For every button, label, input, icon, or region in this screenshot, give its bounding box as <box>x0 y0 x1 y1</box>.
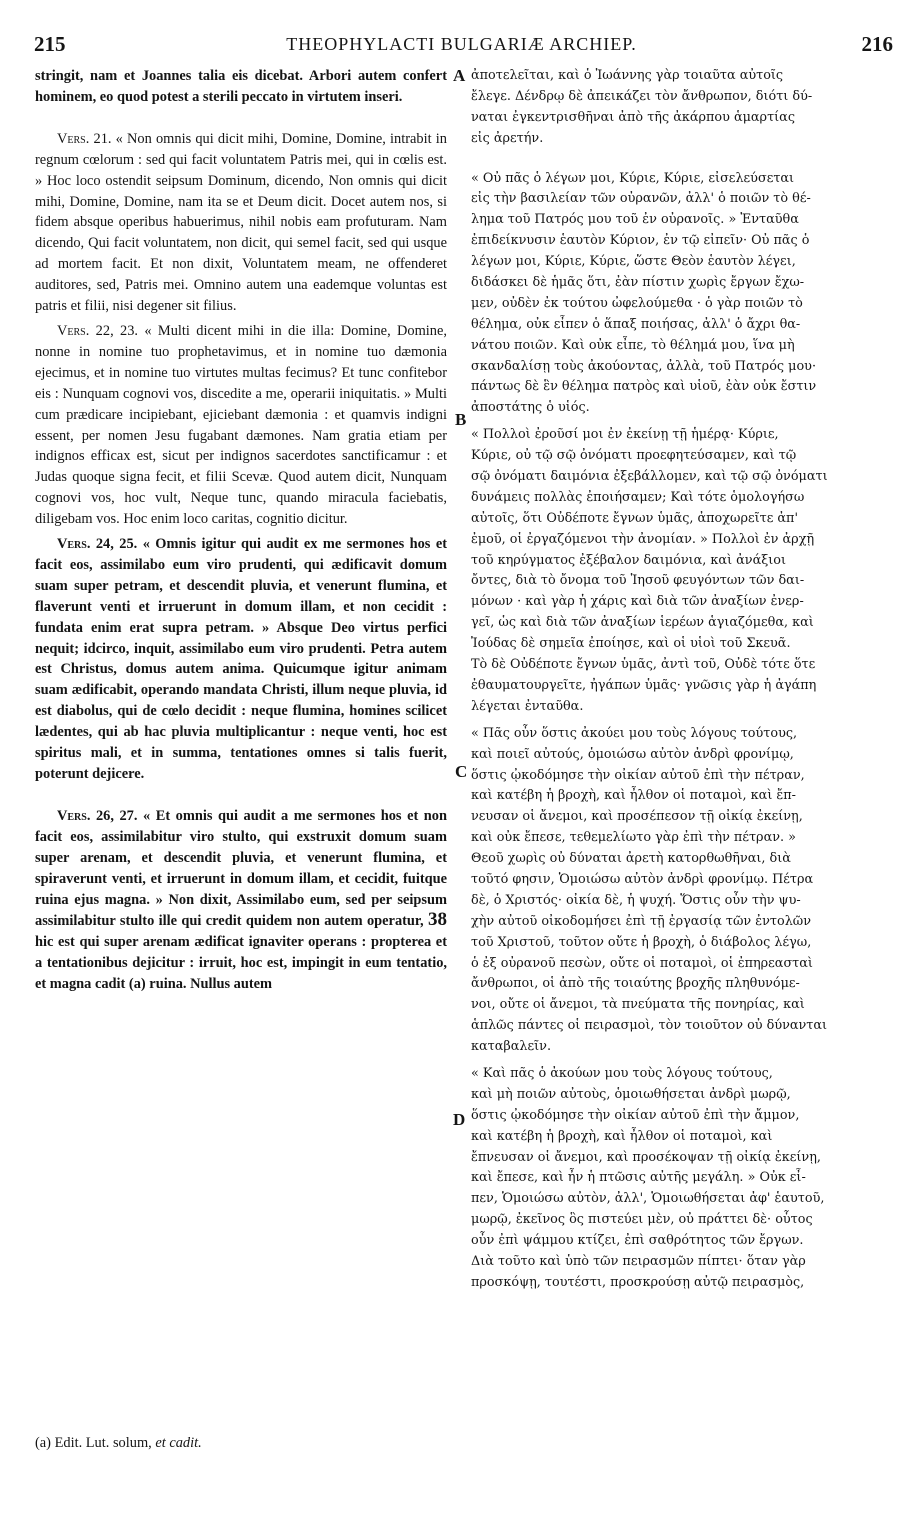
greek-line: λημα τοῦ Πατρός μου τοῦ ἐν οὐρανοῖς. » Ἐνταῦθα <box>471 212 799 228</box>
greek-line: Ἰούδας δὲ σημεῖα ἐποίησε, καὶ οἱ υἱοὶ τοῦ Σκευᾶ. <box>471 636 791 652</box>
margin-marker-b: B <box>455 410 467 429</box>
greek-line: Θεοῦ χωρὶς οὐ δύναται ἀρετὴ κατορθωθῆναι, διὰ <box>471 851 791 867</box>
footnote <box>35 1435 202 1452</box>
greek-line: μόνων · καὶ γὰρ ἡ χάρις καὶ διὰ τῶν ἀναξίων ἐνερ- <box>471 594 804 610</box>
greek-line: καταβαλεῖν. <box>471 1039 552 1055</box>
greek-line: νευσαν οἱ ἄνεμοι, καὶ προσέπεσον τῇ οἰκίᾳ ἐκείνῃ, <box>471 809 803 825</box>
margin-marker-c: C <box>455 762 468 781</box>
greek-line: μωρῷ, ἐκεῖνος ὃς πιστεύει μὲν, οὐ πράττει δὲ· οὗτος <box>471 1212 813 1228</box>
greek-line: « Πολλοὶ ἐροῦσί μοι ἐν ἐκείνῃ τῇ ἡμέρᾳ· Κύριε, <box>471 427 779 443</box>
greek-line: ἀποστάτης ὁ υἱός. <box>471 400 590 416</box>
greek-line: πάντως δὲ ἓν θέλημα πατρὸς καὶ υἱοῦ, ἐὰν οὐκ ἔστιν <box>471 379 817 395</box>
column-number: 38 <box>428 909 447 931</box>
greek-line: ἐπιδείκνυσιν ἑαυτὸν Κύριον, ἐν τῷ εἰπεῖν· Οὐ πᾶς ὁ <box>471 233 810 249</box>
greek-line: λέγεται ἐνταῦθα. <box>471 698 584 714</box>
verse-text: hic est qui super arenam ædificat ignaviter operans : propterea et a tentationibus dejicitur : irruit, hoc est, impingit in eum tentatio, et magna cadit (a) ruina. Nullus autem <box>35 934 447 993</box>
verse-label: Vers. 21. <box>57 130 112 147</box>
footnote-emphasis: et cadit. <box>155 1435 202 1451</box>
verse-text: « Multi dicent mihi in die illa: Domine, Domine, nonne in nomine tuo prophetavimus, et in nomine tuo dæmonia ejecimus, et in nomine tuo virtutes multas fecimus? Et tunc confitebor eis : Nunquam cognovi vos, discedite a me, operarii iniquitatis. » Multi cum prædicare incipiebant, ejiciebant dæmonia : et quamvis indigni essent, per nomen Jesu fugabant dæmones. Nam gratia etiam per indignos efficax est, sicut per indignos sacerdotes sanctificamur : et Judas quoque signa fecit, et filii Scevæ. Quod autem dicit, Nunquam cognovi vos, hoc vult, Neque tunc, quando miracula faciebatis, diligebam vos. Hoc enim loco caritas, cognitio dicitur. <box>35 322 447 528</box>
verse-label: Vers. 24, 25. <box>57 536 138 553</box>
latin-column <box>35 66 447 995</box>
greek-line: ναται ἐγκεντρισθῆναι ἀπὸ τῆς ἀκάρπου ἁμαρτίας <box>471 109 795 125</box>
greek-line: καὶ ποιεῖ αὐτούς, ὁμοιώσω αὐτὸν ἀνδρὶ φρονίμῳ, <box>471 746 794 762</box>
greek-line: ἄνθρωποι, οἱ ἀπὸ τῆς τοιαύτης βροχῆς πληθυνόμε- <box>471 976 800 992</box>
greek-line: εἰς ἀρετήν. <box>471 130 544 146</box>
verse-text: « Non omnis qui dicit mihi, Domine, Domine, intrabit in regnum cœlorum : sed qui facit voluntatem Patris mei, qui in cœlis est. » Hoc loco ostendit seipsum Dominum, dicendo, Non omnis qui dicit mihi, Domine, Domine, nam ita se et Deum dicit. Docet autem nos, si fidem absque operibus habuerimus, nihil nobis eam profuturam. Nam dicendo, Qui facit voluntatem, non dicit, qui semel facit, sed qui usque ad mortem facit. Et non dixit, Voluntatem meam, ne offenderet auditores, sed, Patris mei. Omnino autem una eademque voluntas est patris et filii, nisi degener sit filius. <box>35 130 447 315</box>
greek-line: καὶ οὐκ ἔπεσε, τεθεμελίωτο γὰρ ἐπὶ τὴν πέτραν. » <box>471 830 796 846</box>
greek-line: καὶ κατέβη ἡ βροχὴ, καὶ ἦλθον οἱ ποταμοὶ, καὶ ἔπ- <box>471 788 797 804</box>
latin-paragraph: stringit, nam et Joannes talia eis dicebat. Arbori autem confert hominem, eo quod potest a sterili peccato in virtutem inseri. <box>35 68 447 105</box>
greek-line: ἔλεγε. Δένδρῳ δὲ ἀπεικάζει τὸν ἄνθρωπον, διότι δύ- <box>471 88 813 104</box>
greek-line: ἐμοῦ, οἱ ἐργαζόμενοι τὴν ἀνομίαν. » Πολλοὶ ἐν ἀρχῇ <box>471 531 815 547</box>
page-number-left: 215 <box>34 32 66 56</box>
greek-line: αὐτοῖς, ὅτι Οὐδέποτε ἔγνων ὑμᾶς, ἀποχωρεῖτε ἀπ' <box>471 510 798 526</box>
verse-label: Vers. 26, 27. <box>57 807 138 824</box>
verse-text: « Et omnis qui audit a me sermones hos et non facit eos, assimilabitur viro stulto, qui exstruxit domum suam super arenam, et descendit pluvia, et venerunt flumina, et spiraverunt venti, et irruerunt in domum illam, et cecidit, fuitque ruina ejus magna. » Non dixit, Assimilabo eum, sed per seipsum assimilabitur stulto ille qui credit quidem non autem operatur, <box>35 807 447 930</box>
greek-line: εἰς τὴν βασιλείαν τῶν οὐρανῶν, ἀλλ' ὁ ποιῶν τὸ θέ- <box>471 191 811 207</box>
greek-line: πεν, Ὁμοιώσω αὐτὸν, ἀλλ', Ὁμοιωθήσεται ἀφ' ἑαυτοῦ, <box>471 1191 825 1207</box>
greek-line: ὅστις ᾠκοδόμησε τὴν οἰκίαν αὐτοῦ ἐπὶ τὴν πέτραν, <box>471 767 805 783</box>
latin-verse-21 <box>35 129 447 317</box>
greek-line: γεῖ, ὡς καὶ διὰ τῶν ἀναξίων ἱερέων ἁγιαζόμεθα, καὶ <box>471 615 814 631</box>
greek-line: σῷ ὀνόματι δαιμόνια ἐξεβάλλομεν, καὶ τῷ σῷ ὀνόματι <box>471 469 828 485</box>
greek-line: καὶ μὴ ποιῶν αὐτοὺς, ὁμοιωθήσεται ἀνδρὶ μωρῷ, <box>471 1086 791 1102</box>
greek-line: ἔπνευσαν οἱ ἄνεμοι, καὶ προσέκοψαν τῇ οἰκίᾳ ἐκείνῃ, <box>471 1149 821 1165</box>
greek-line: « Οὐ πᾶς ὁ λέγων μοι, Κύριε, Κύριε, εἰσελεύσεται <box>471 170 795 186</box>
greek-line: « Καὶ πᾶς ὁ ἀκούων μου τοὺς λόγους τούτους, <box>471 1065 773 1081</box>
latin-verse-24 <box>35 534 447 785</box>
greek-line: ἁπλῶς πάντες οἱ πειρασμοὶ, τὸν τοιοῦτον οὐ δύνανται <box>471 1018 828 1034</box>
greek-line: καὶ κατέβη ἡ βροχὴ, καὶ ἦλθον οἱ ποταμοὶ, καὶ <box>471 1128 773 1144</box>
greek-line: ἐθαυματουργεῖτε, ἠγάπων ὑμᾶς· γνῶσις γὰρ ἡ ἀγάπη <box>471 677 817 693</box>
greek-line: καὶ ἔπεσε, καὶ ἦν ἡ πτῶσις αὐτῆς μεγάλη. » Οὐκ εἶ- <box>471 1170 806 1186</box>
greek-line: δυνάμεις πολλὰς ἐποιήσαμεν; Καὶ τότε ὁμολογήσω <box>471 489 805 505</box>
greek-line: νοι, οὔτε οἱ ἄνεμοι, τὰ πνεύματα τῆς πονηρίας, καὶ <box>471 997 805 1013</box>
greek-line: Τὸ δὲ Οὐδέποτε ἔγνων ὑμᾶς, ἀντὶ τοῦ, Οὐδὲ τότε ὅτε <box>471 657 816 673</box>
greek-line: σκανδαλίσῃ τοὺς ἀκούοντας, ἀλλὰ, τοῦ Πατρός μου· <box>471 358 817 374</box>
greek-line: ὅστις ᾠκοδόμησε τὴν οἰκίαν αὐτοῦ ἐπὶ τὴν ἄμμον, <box>471 1107 800 1123</box>
greek-line: Διὰ τοῦτο καὶ ὑπὸ τῶν πειρασμῶν πίπτει· ὅταν γὰρ <box>471 1253 806 1269</box>
greek-line: μεν, οὐδὲν ἐκ τούτου ὠφελούμεθα · ὁ γὰρ ποιῶν τὸ <box>471 295 803 311</box>
greek-line: τοῦ κηρύγματος ἐξέβαλον δαιμόνια, καὶ ἀνάξιοι <box>471 552 787 568</box>
greek-line: τοῦ Χριστοῦ, τοῦτον οὔτε ἡ βροχὴ, ὁ διάβολος λέγω, <box>471 934 812 950</box>
greek-line: λέγων μοι, Κύριε, Κύριε, ὥστε Θεὸν ἑαυτὸν λέγει, <box>471 254 796 270</box>
margin-marker-a: A <box>453 66 466 85</box>
greek-line: Κύριε, οὐ τῷ σῷ ὀνόματι προεφητεύσαμεν, καὶ τῷ <box>471 448 797 464</box>
greek-line: ὁ ἐξ οὐρανοῦ πεσὼν, οὔτε οἱ ποταμοὶ, οἱ ἐπηρεασταὶ <box>471 955 813 971</box>
greek-line: θέλημα, οὐκ εἶπεν ὁ ἅπαξ ποιήσας, ἀλλ' ὁ ἄχρι θα- <box>471 316 801 332</box>
greek-line: « Πᾶς οὖν ὅστις ἀκούει μου τοὺς λόγους τούτους, <box>471 725 798 741</box>
running-title: THEOPHYLACTI BULGARIÆ ARCHIEP. <box>286 34 637 54</box>
greek-line: ἀποτελεῖται, καὶ ὁ Ἰωάννης γὰρ τοιαῦτα αὐτοῖς <box>471 68 784 83</box>
margin-marker-d: D <box>453 1110 466 1129</box>
greek-line: χὴν αὐτοῦ οἰκοδομήσει ἐπὶ τῇ ἐργασίᾳ τῶν ἐντολῶν <box>471 913 812 929</box>
verse-text: « Omnis igitur qui audit ex me sermones hos et facit eos, assimilabo eum viro prudenti, qui ædificavit domum suam super petram, et descendit pluvia, et venerunt flumina, et flaverunt venti et irruerunt in domum illam, et non cecidit : fundata enim erat supra petram. » Absque Deo virtus perfici nequit; idcirco, inquit, assimilabo eum viro prudenti. Petra autem est Christus, domus autem anima. Quicumque igitur animam suam ædificabit, operando mandata Christi, illum neque pluvia, id est diabolus, qui de cœlo decidit : neque flumina, homines scilicet lædentes, qui ab hac pluvia multiplicantur : neque venti, hoc est spiritus mali, et in summa, tentationes omnes si talis fuerit, poterunt dejicere. <box>35 536 447 782</box>
page-number-right: 216 <box>861 32 893 56</box>
greek-line: ὄντες, διὰ τὸ ὄνομα τοῦ Ἰησοῦ φευγόντων τῶν δαι- <box>471 573 805 589</box>
greek-line: νάτου ποιῶν. Καὶ οὐκ εἶπε, τὸ θέλημά μου, ἵνα μὴ <box>471 337 795 353</box>
greek-column <box>471 66 889 1294</box>
verse-label: Vers. 22, 23. <box>57 322 139 339</box>
greek-line: δὲ, ὁ Χριστός· οἰκία δὲ, ἡ ψυχή. Ὅστις οὖν τὴν ψυ- <box>471 892 801 908</box>
greek-line: προσκόψῃ, τουτέστι, προσκρούσῃ αὐτῷ πειρασμὸς, <box>471 1274 805 1290</box>
greek-line: διδάσκει δὲ ἡμᾶς ὅτι, ἐὰν πίστιν χωρὶς ἔργων ἔχω- <box>471 275 805 291</box>
footnote-text: Edit. Lut. solum, <box>54 1435 152 1451</box>
page-header <box>0 0 923 62</box>
greek-line: οὖν ἐπὶ ψάμμου κτίζει, ἐπὶ σαθρότητος τῶν ἔργων. <box>471 1233 804 1249</box>
latin-verse-22 <box>35 321 447 530</box>
latin-verse-26 <box>35 806 447 995</box>
footnote-mark: (a) <box>35 1435 51 1451</box>
greek-line: τοῦτό φησιν, Ὁμοιώσω αὐτὸν ἀνδρὶ φρονίμῳ. Πέτρα <box>471 871 814 887</box>
